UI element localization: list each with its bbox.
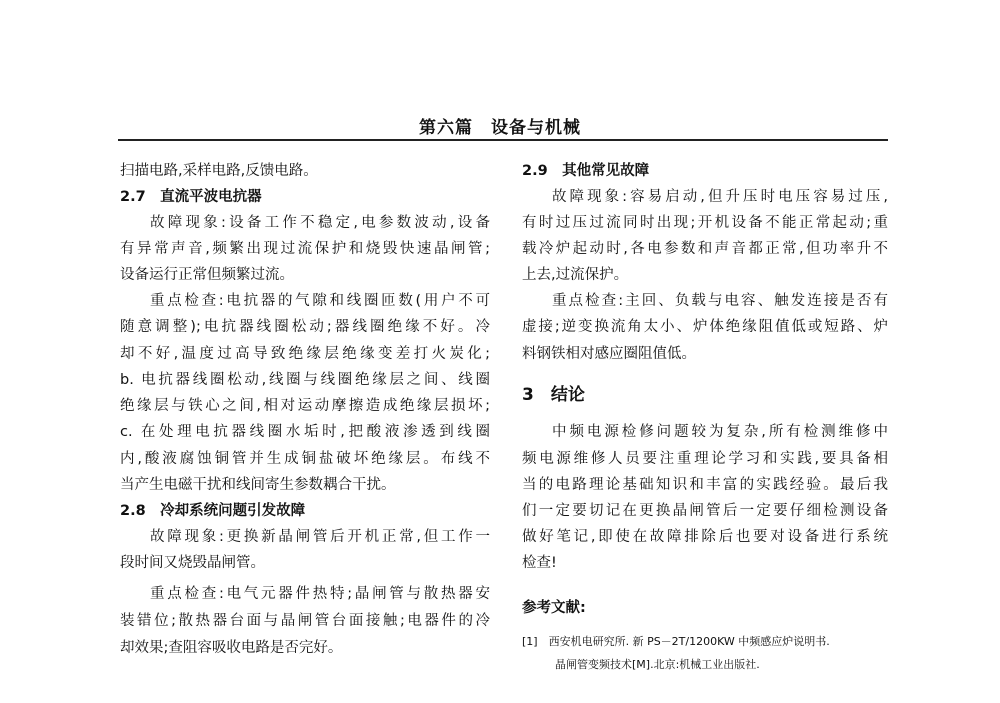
text-line: 绝缘层与铁心之间,相对运动摩擦造成绝缘层损坏; (120, 398, 490, 414)
text-line: 料钢铁相对感应圈阻值低。 (522, 346, 696, 362)
text-line: 载冷炉起动时,各电参数和声音都正常,但功率升不 (522, 241, 888, 257)
text-line: 故障现象:设备工作不稳定,电参数波动,设备 (150, 215, 490, 231)
section-heading: 参考文献: (522, 600, 586, 616)
section-heading: 3 结论 (522, 385, 585, 405)
section-heading: 2.7 直流平波电抗器 (120, 189, 262, 205)
text-line: 们一定要切记在更换晶闸管后一定要仔细检测设备 (522, 503, 888, 519)
text-line: 装错位;散热器台面与晶闸管台面接触;电器件的冷 (120, 613, 490, 629)
text-line: 虚接;逆变换流角太小、炉体绝缘阻值低或短路、炉 (522, 319, 888, 335)
text-line: 有异常声音,频繁出现过流保护和烧毁快速晶闸管; (120, 241, 490, 257)
text-line: 内,酸液腐蚀铜管并生成铜盐破坏绝缘层。布线不 (120, 451, 490, 467)
text-line: 设备运行正常但频繁过流。 (120, 267, 294, 283)
text-line: c. 在处理电抗器线圈水垢时,把酸液渗透到线圈 (120, 424, 490, 440)
header-rule (118, 139, 888, 141)
text-line: b. 电抗器线圈松动,线圈与线圈绝缘层之间、线圈 (120, 372, 490, 388)
text-line: 随意调整);电抗器线圈松动;器线圈绝缘不好。冷 (120, 319, 490, 335)
text-line: 有时过压过流同时出现;开机设备不能正常起动;重 (522, 215, 888, 231)
text-line: 当产生电磁干扰和线间寄生参数耦合干扰。 (120, 477, 396, 493)
text-line: 扫描电路,采样电路,反馈电路。 (120, 163, 318, 179)
text-line: 故障现象:更换新晶闸管后开机正常,但工作一 (150, 529, 490, 545)
text-line: 频电源维修人员要注重理论学习和实践,要具备相 (522, 451, 888, 467)
text-line: 中频电源检修问题较为复杂,所有检测维修中 (552, 424, 888, 440)
running-header: 第六篇 设备与机械 (419, 118, 581, 138)
text-line: 检查! (522, 555, 557, 571)
text-line: 重点检查:电抗器的气隙和线圈匝数(用户不可 (150, 293, 490, 309)
text-line: 却效果;查阻容吸收电路是否完好。 (120, 640, 343, 656)
text-line: 重点检查:电气元器件热特;晶闸管与散热器安 (150, 586, 490, 602)
text-line: 故障现象:容易启动,但升压时电压容易过压, (552, 189, 888, 205)
reference-line: [1] 西安机电研究所. 新 PS－2T/1200KW 中频感应炉说明书. (522, 635, 830, 648)
text-line: 上去,过流保护。 (522, 267, 629, 283)
reference-line: 晶闸管变频技术[M].北京:机械工业出版社. (522, 658, 760, 671)
text-line: 段时间又烧毁晶闸管。 (120, 555, 265, 571)
section-heading: 2.8 冷却系统问题引发故障 (120, 503, 306, 519)
text-line: 做好笔记,即使在故障排除后也要对设备进行系统 (522, 529, 888, 545)
text-line: 重点检查:主回、负载与电容、触发连接是否有 (552, 293, 888, 309)
text-line: 当的电路理论基础知识和丰富的实践经验。最后我 (522, 477, 888, 493)
section-heading: 2.9 其他常见故障 (522, 163, 650, 179)
text-line: 却不好,温度过高导致绝缘层绝缘变差打火炭化; (120, 346, 490, 362)
